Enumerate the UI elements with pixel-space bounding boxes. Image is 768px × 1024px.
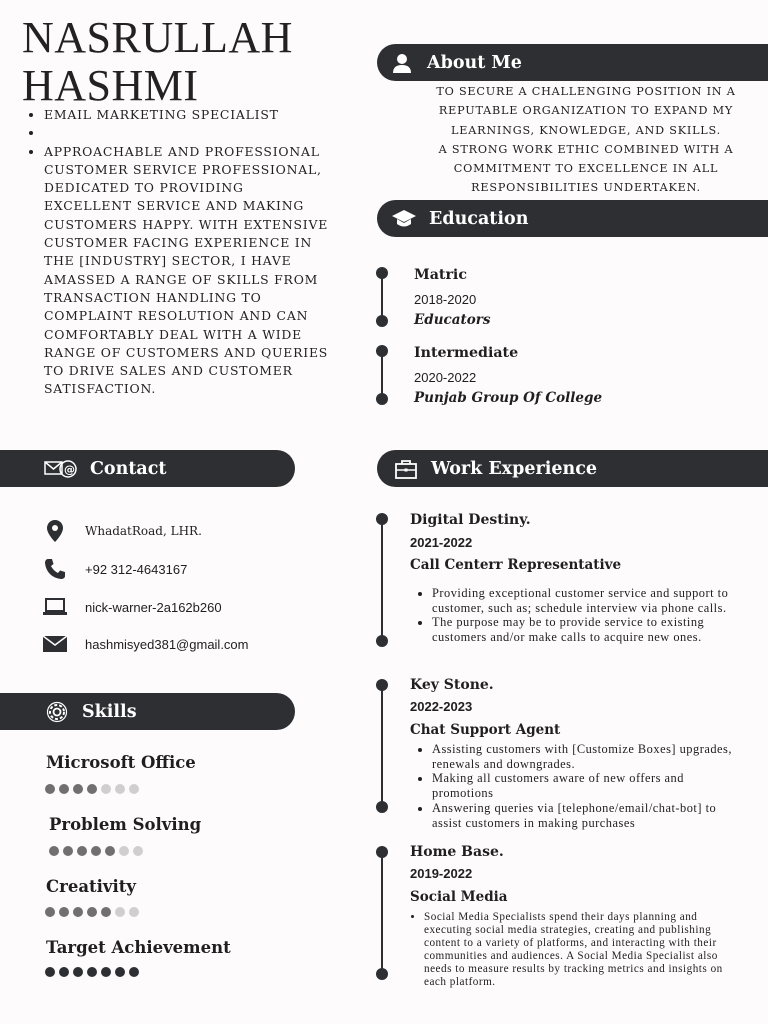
contact-email-icon	[44, 456, 78, 482]
skill-rating	[45, 784, 139, 794]
about-me-header	[377, 44, 768, 81]
education-title-intermediate: Intermediate	[414, 345, 519, 361]
skill-dot	[45, 907, 55, 917]
contact-title: Contact	[90, 458, 167, 479]
skill-dot	[45, 784, 55, 794]
job-bullet: • Answering queries via [telephone/email/chat-bot] to assist customers in making purchases	[432, 801, 732, 830]
work-experience-header	[377, 450, 768, 487]
timeline-dot	[376, 801, 388, 813]
skill-rating	[45, 907, 139, 917]
education-institution: Educators	[414, 312, 491, 328]
laptop-icon	[42, 594, 68, 620]
timeline-dot	[376, 393, 388, 405]
skill-dot	[101, 967, 111, 977]
skill-name: Creativity	[46, 877, 136, 896]
timeline-dot	[376, 513, 388, 525]
skill-dot	[87, 784, 97, 794]
intro-list	[22, 106, 334, 399]
timeline-dot	[376, 345, 388, 357]
education-institution: Punjab Group Of College	[414, 390, 603, 406]
contact-profile-text: nick-warner-2a162b260	[85, 599, 222, 615]
job-role: Call Centerr Representative	[410, 557, 622, 573]
skill-dot	[105, 846, 115, 856]
candidate-name: NASRULLAH HASHMI	[22, 13, 293, 110]
timeline-dot	[376, 846, 388, 858]
user-icon	[389, 50, 415, 76]
timeline-dot	[376, 267, 388, 279]
skill-dot	[63, 846, 73, 856]
job-years: 2021-2022	[410, 535, 473, 550]
contact-profile	[42, 594, 222, 620]
work-timeline-line	[381, 851, 383, 975]
skill-dot	[59, 967, 69, 977]
timeline-dot	[376, 635, 388, 647]
skill-dot	[73, 907, 83, 917]
skill-rating	[45, 967, 139, 977]
envelope-icon	[42, 631, 68, 657]
svg-text:@: @	[64, 462, 75, 476]
job-company: Digital Destiny.	[410, 512, 531, 528]
skill-dot	[101, 907, 111, 917]
intro-summary: • APPROACHABLE AND PROFESSIONAL CUSTOMER SERVICE PROFESSIONAL, DEDICATED TO PROVIDING EXCELLENT SERVICE AND MAKING CUSTOMERS HAPPY. WITH EXTENSIVE CUSTOMER FACING EXPERIENCE IN THE [INDUSTRY] SECTOR, I HAVE AMASSED A RANGE OF SKILLS FROM TRANSACTION HANDLING TO COMPLAINT RESOLUTION AND CAN COMFORTABLY DEAL WITH A WIDE RANGE OF CUSTOMERS AND QUERIES TO DRIVE SALES AND CUSTOMER SATISFACTION.	[44, 143, 334, 399]
job-bullets	[412, 911, 724, 990]
contact-address	[42, 518, 202, 544]
skill-dot	[115, 907, 125, 917]
location-pin-icon	[42, 518, 68, 544]
job-bullet: • The purpose may be to provide service to existing customers and/or make calls to acquire new ones.	[432, 615, 732, 644]
skill-dot	[129, 784, 139, 794]
skill-dot	[129, 967, 139, 977]
intro-blank	[44, 124, 334, 142]
skill-name: Microsoft Office	[46, 753, 196, 772]
education-years: 2018-2020	[414, 292, 477, 307]
work-experience-title: Work Experience	[431, 458, 597, 479]
skill-dot	[73, 967, 83, 977]
education-title: Education	[429, 208, 529, 229]
skill-dot	[119, 846, 129, 856]
job-company: Key Stone.	[410, 677, 494, 693]
skill-dot	[115, 784, 125, 794]
skill-dot	[87, 907, 97, 917]
skills-header	[0, 693, 295, 730]
job-bullet: • Assisting customers with [Customize Boxes] upgrades, renewals and downgrades.	[432, 742, 732, 771]
job-years: 2022-2023	[410, 699, 473, 714]
skill-dot	[77, 846, 87, 856]
briefcase-icon	[393, 456, 419, 482]
timeline-dot	[376, 968, 388, 980]
job-role: Social Media	[410, 889, 508, 905]
skill-dot	[59, 784, 69, 794]
job-bullet: • Providing exceptional customer service and support to customer, such as; schedule interview via phone calls.	[432, 586, 732, 615]
job-bullets	[412, 586, 732, 645]
skill-name: Problem Solving	[49, 815, 202, 834]
skill-dot	[87, 967, 97, 977]
education-title-matric: Matric	[414, 267, 467, 283]
education-years: 2020-2022	[414, 370, 477, 385]
contact-email	[42, 631, 249, 657]
timeline-dot	[376, 679, 388, 691]
skill-dot	[129, 907, 139, 917]
job-role: Chat Support Agent	[410, 722, 561, 738]
contact-header	[0, 450, 295, 487]
timeline-dot	[376, 315, 388, 327]
contact-address-text: WhadatRoad, LHR.	[85, 524, 202, 538]
about-me-text: TO SECURE A CHALLENGING POSITION IN A REPUTABLE ORGANIZATION TO EXPAND MY LEARNINGS, KNOWLEDGE, AND SKILLS. A STRONG WORK ETHIC COMBINED WITH A COMMITMENT TO EXCELLENCE IN ALL RESPONSIBILITIES UNDERTAKEN.	[436, 85, 736, 195]
job-bullets	[412, 742, 732, 830]
skills-title: Skills	[82, 701, 137, 722]
contact-phone	[42, 556, 188, 582]
job-bullet: • Making all customers aware of new offers and promotions	[432, 771, 732, 800]
contact-email-text: hashmisyed381@gmail.com	[85, 636, 249, 652]
skill-dot	[59, 907, 69, 917]
work-timeline-line	[381, 684, 383, 808]
skill-dot	[133, 846, 143, 856]
skill-dot	[91, 846, 101, 856]
education-header	[377, 200, 768, 237]
job-company: Home Base.	[410, 844, 504, 860]
job-years: 2019-2022	[410, 866, 473, 881]
skill-name: Target Achievement	[46, 938, 231, 957]
gear-icon	[44, 699, 70, 725]
skill-dot	[101, 784, 111, 794]
skill-dot	[115, 967, 125, 977]
skill-rating	[49, 846, 143, 856]
phone-icon	[42, 556, 68, 582]
skill-dot	[45, 967, 55, 977]
work-timeline-line	[381, 518, 383, 642]
about-me-title: About Me	[427, 52, 522, 73]
skill-dot	[49, 846, 59, 856]
contact-phone-text: +92 312-4643167	[85, 561, 188, 577]
intro-title: • EMAIL MARKETING SPECIALIST	[44, 106, 334, 124]
skill-dot	[73, 784, 83, 794]
job-bullet: • Social Media Specialists spend their days planning and executing social media strategies, creating and publishing content to a variety of platforms, and interacting with their communities and audiences. A Social Media Specialist also needs to measure results by tracking metrics and insights on each platform.	[424, 911, 724, 990]
graduation-cap-icon	[391, 206, 417, 232]
